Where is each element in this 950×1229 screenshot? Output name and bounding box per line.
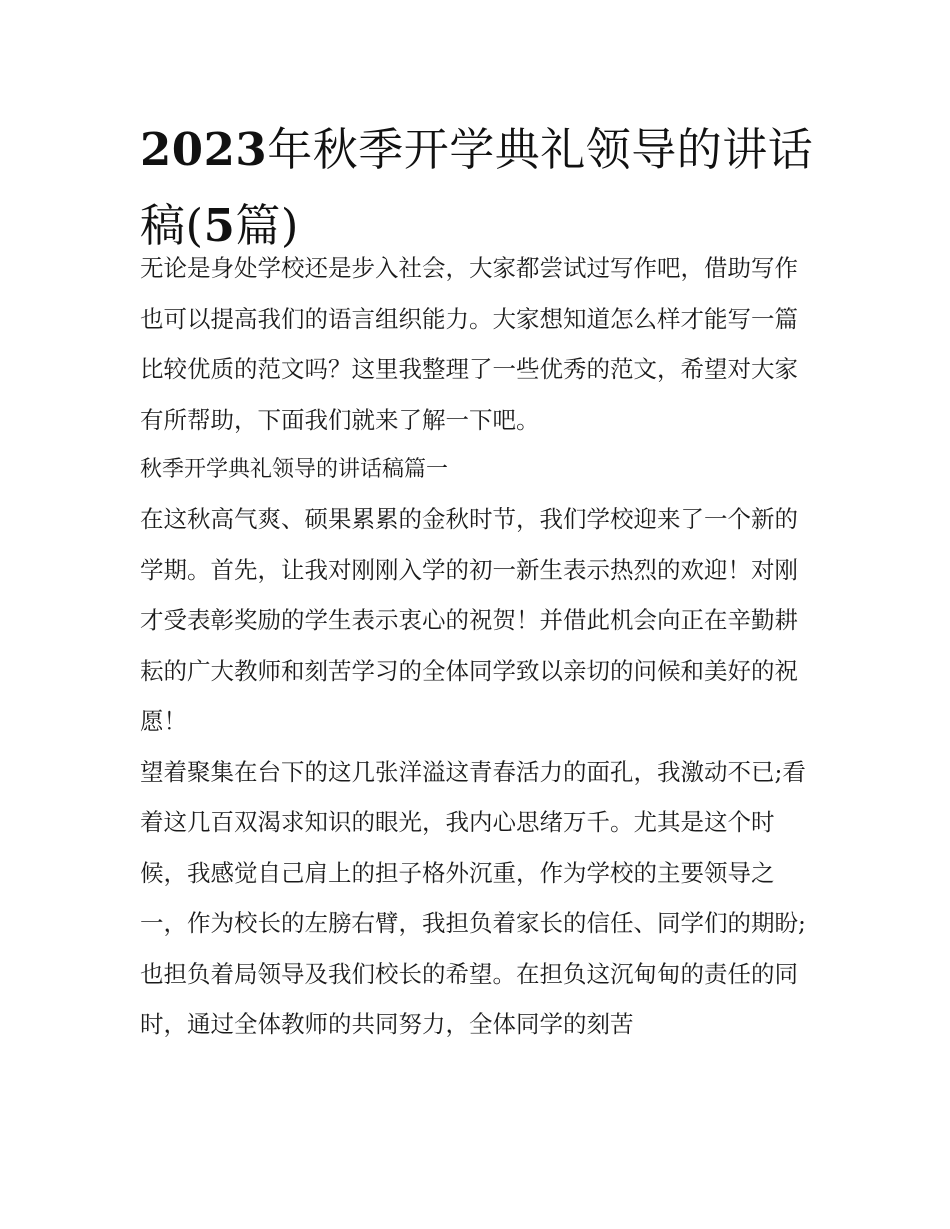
title-year: 2023	[140, 123, 268, 176]
intro-paragraph: 无论是身处学校还是步入社会，大家都尝试过写作吧，借助写作也可以提高我们的语言组织能力。大家想知道怎么样才能写一篇比较优质的范文吗？这里我整理了一些优秀的范文，希望对大家有所帮助，下面我们就来了解一下吧。	[140, 254, 798, 434]
body-paragraph-1: 在这秋高气爽、硕果累累的金秋时节，我们学校迎来了一个新的学期。首先，让我对刚刚入学的初一新生表示热烈的欢迎！对刚才受表彰奖励的学生表示衷心的祝贺！并借此机会向正在辛勤耕耘的广大教师和刻苦学习的全体同学致以亲切的问候和美好的祝愿！	[140, 505, 798, 735]
page-title	[140, 112, 820, 264]
title-text: 年秋季开学典礼领导的讲话稿(	[140, 123, 814, 252]
section-heading: 秋季开学典礼领导的讲话稿篇一	[140, 457, 449, 482]
title-suffix: 篇)	[235, 199, 299, 252]
document-body	[140, 243, 812, 1050]
body-paragraph-2: 望着聚集在台下的这几张洋溢这青春活力的面孔，我激动不已;看着这几百双渴求知识的眼光，我内心思绪万千。尤其是这个时候，我感觉自己肩上的担子格外沉重，作为学校的主要领导之一，作为校长的左膀右臂，我担负着家长的信任、同学们的期盼;也担负着局领导及我们校长的希望。在担负这沉甸甸的责任的同时，通过全体教师的共同努力，全体同学的刻苦	[140, 757, 806, 1038]
title-count: 5	[203, 199, 236, 252]
